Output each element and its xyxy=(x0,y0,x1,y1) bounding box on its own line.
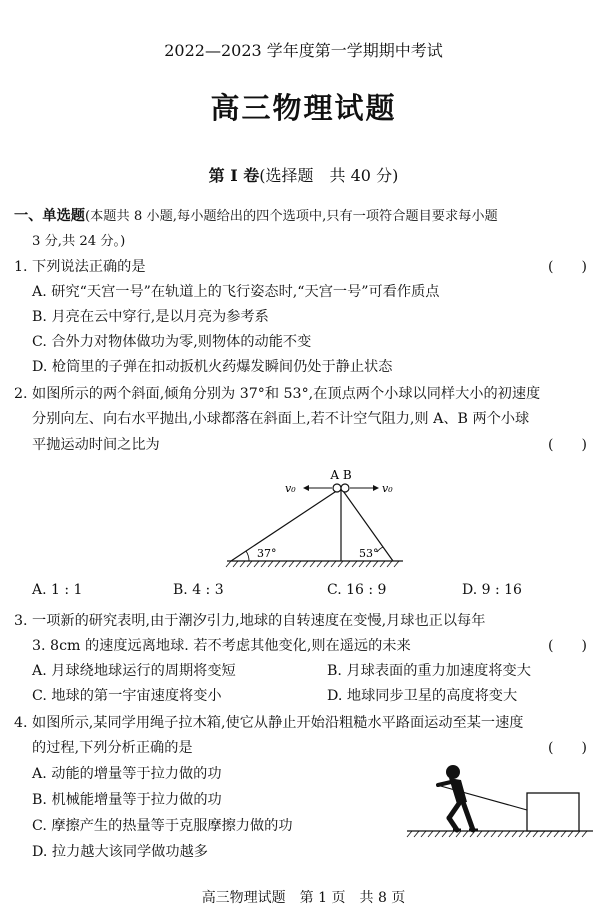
section-title: 一、单选题 xyxy=(14,208,85,224)
q3-option-d: D. 地球同步卫星的高度将变大 xyxy=(327,688,518,704)
question-3-stem-line2: 3. 8cm 的速度远离地球. 若不考虑其他变化,则在遥远的未来 xyxy=(32,638,411,654)
person-silhouette-icon xyxy=(438,765,478,830)
volume-label: 第 I 卷 xyxy=(208,166,260,185)
angle-right-label: 53° xyxy=(359,547,379,560)
q1-option-c: C. 合外力对物体做功为零,则物体的动能不变 xyxy=(32,334,312,350)
section-instruction-cont: 3 分,共 24 分。) xyxy=(32,234,126,249)
left-incline xyxy=(231,488,341,561)
q1-option-b: B. 月亮在云中穿行,是以月亮为参考系 xyxy=(32,309,269,325)
question-2-stem-line2: 分别向左、向右水平抛出,小球都落在斜面上,若不计空气阻力,则 A、B 两个小球 xyxy=(32,411,530,427)
question-2-stem-line1: 2. 如图所示的两个斜面,倾角分别为 37°和 53°,在顶点两个小球以同样大小的初速度 xyxy=(14,386,541,402)
v0-left-label: v₀ xyxy=(285,482,296,495)
velocity-right-arrow-icon xyxy=(373,485,379,491)
section-heading xyxy=(14,205,498,225)
answer-bracket-2: ( ) xyxy=(548,437,587,453)
answer-bracket-3: ( ) xyxy=(548,638,587,654)
q4-option-c: C. 摩擦产生的热量等于克服摩擦力做的功 xyxy=(32,818,293,834)
question-1-stem: 1. 下列说法正确的是 xyxy=(14,259,146,275)
q2-option-d: D. 9 : 16 xyxy=(462,582,522,598)
q4-option-d: D. 拉力越大该同学做功越多 xyxy=(32,844,208,860)
section-instruction: (本题共 8 小题,每小题给出的四个选项中,只有一项符合题目要求每小题 xyxy=(84,209,498,224)
angle-left-label: 37° xyxy=(257,547,277,560)
q2-option-b: B. 4 : 3 xyxy=(173,582,224,598)
page-footer: 高三物理试题 第 1 页 共 8 页 xyxy=(201,890,406,906)
question-3-stem-line1: 3. 一项新的研究表明,由于潮汐引力,地球的自转速度在变慢,月球也正以每年 xyxy=(14,613,486,629)
answer-bracket-4: ( ) xyxy=(548,740,587,756)
q3-option-a: A. 月球绕地球运行的周期将变短 xyxy=(32,663,236,679)
v0-right-label: v₀ xyxy=(382,482,393,495)
question-2-stem-line3: 平抛运动时间之比为 xyxy=(32,437,160,453)
rope xyxy=(437,785,527,810)
exam-year-header: 2022—2023 学年度第一学期期中考试 xyxy=(164,41,443,60)
q2-option-c: C. 16 : 9 xyxy=(327,582,387,598)
q1-option-d: D. 枪筒里的子弹在扣动扳机火药爆发瞬间仍处于静止状态 xyxy=(32,359,393,375)
q3-option-b: B. 月球表面的重力加速度将变大 xyxy=(327,663,531,679)
q4-option-b: B. 机械能增量等于拉力做的功 xyxy=(32,792,222,808)
page-title: 高三物理试题 xyxy=(210,91,397,125)
wooden-box xyxy=(527,793,579,831)
balls-label: A B xyxy=(330,468,352,482)
question-4-stem-line2: 的过程,下列分析正确的是 xyxy=(32,740,193,756)
question-4-stem-line1: 4. 如图所示,某同学用绳子拉木箱,使它从静止开始沿粗糙水平路面运动至某一速度 xyxy=(14,715,524,731)
velocity-left-arrow-icon xyxy=(303,485,309,491)
q1-option-a: A. 研究“天宫一号”在轨道上的飞行姿态时,“天宫一号”可看作质点 xyxy=(32,284,440,300)
answer-bracket-1: ( ) xyxy=(548,259,587,275)
q2-option-a: A. 1 : 1 xyxy=(32,582,83,598)
q3-option-c: C. 地球的第一宇宙速度将变小 xyxy=(32,688,222,704)
pulling-box-figure xyxy=(405,760,595,840)
volume-heading xyxy=(0,163,607,186)
inclines-figure xyxy=(225,468,405,570)
ball-a xyxy=(333,484,341,492)
volume-note: (选择题 共 40 分) xyxy=(259,166,399,185)
q4-option-a: A. 动能的增量等于拉力做的功 xyxy=(32,766,222,782)
ball-b xyxy=(341,484,349,492)
